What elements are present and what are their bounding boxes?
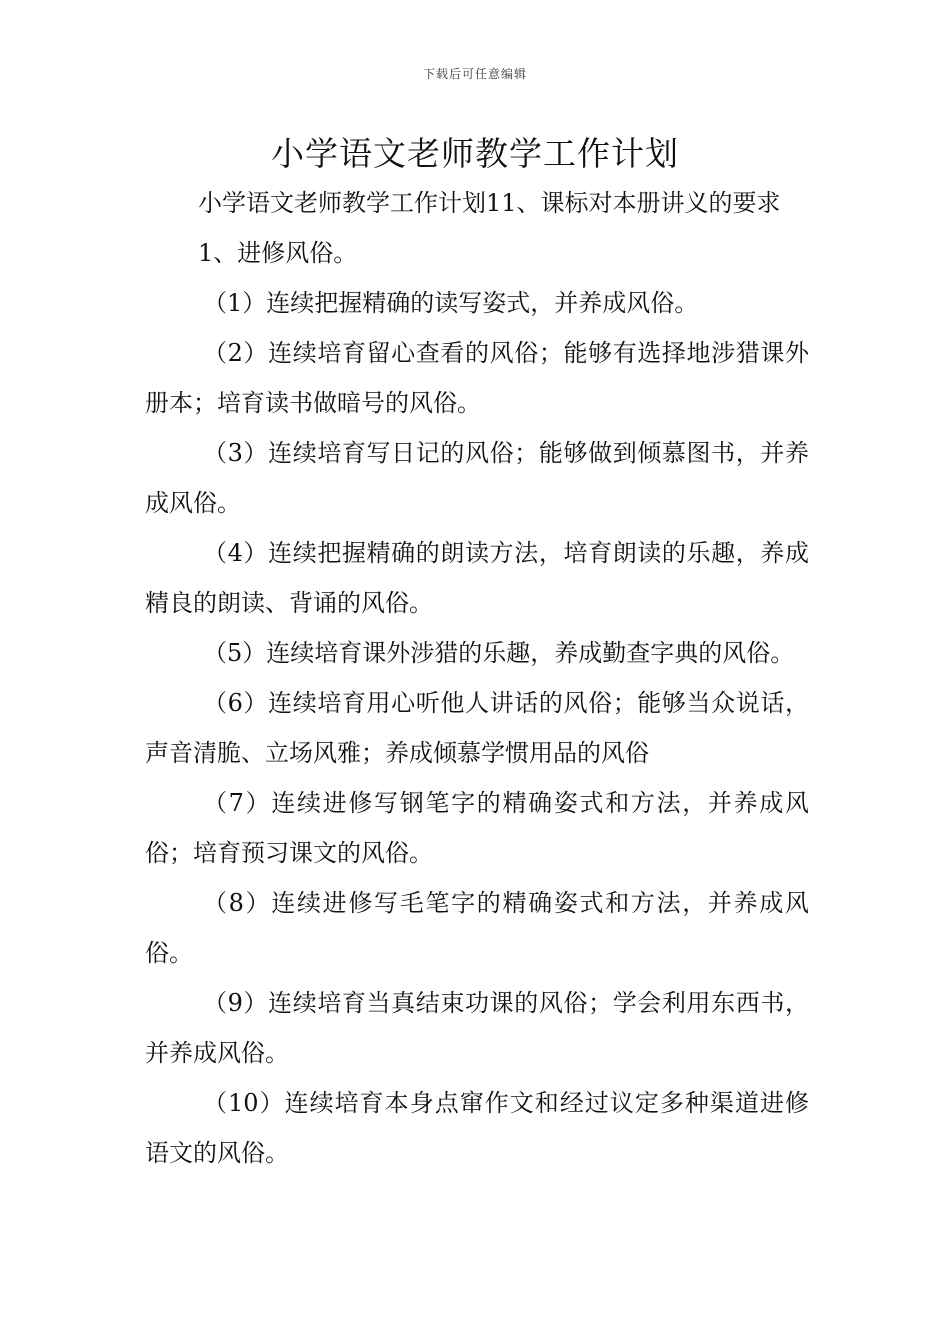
list-item: （9）连续培育当真结束功课的风俗；学会利用东西书，并养成风俗。 [145,989,809,1067]
list-item: （5）连续培育课外涉猎的乐趣，养成勤查字典的风俗。 [203,639,795,667]
list-item: （7）连续进修写钢笔字的精确姿式和方法，并养成风俗；培育预习课文的风俗。 [145,789,809,867]
list-item: （2）连续培育留心查看的风俗；能够有选择地涉猎课外册本；培育读书做暗号的风俗。 [145,339,809,417]
list-item: （4）连续把握精确的朗读方法，培育朗读的乐趣，养成精良的朗读、背诵的风俗。 [145,539,809,617]
document-title: 小学语文老师教学工作计划 [271,134,679,173]
document-body [145,178,809,1178]
section-heading: 1、进修风俗。 [198,239,358,267]
list-item: （10）连续培育本身点窜作文和经过议定多种渠道进修语文的风俗。 [145,1089,809,1167]
list-item: （8）连续进修写毛笔字的精确姿式和方法，并养成风俗。 [145,889,809,967]
list-item: （1）连续把握精确的读写姿式，并养成风俗。 [203,289,699,317]
list-item: （3）连续培育写日记的风俗；能够做到倾慕图书，并养成风俗。 [145,439,809,517]
intro-paragraph: 小学语文老师教学工作计划11、课标对本册讲义的要求 [198,189,781,217]
list-item: （6）连续培育用心听他人讲话的风俗；能够当众说话，声音清脆、立场风雅；养成倾慕学惯用品的风俗 [145,689,809,767]
page-header-note: 下载后可任意编辑 [422,67,527,81]
